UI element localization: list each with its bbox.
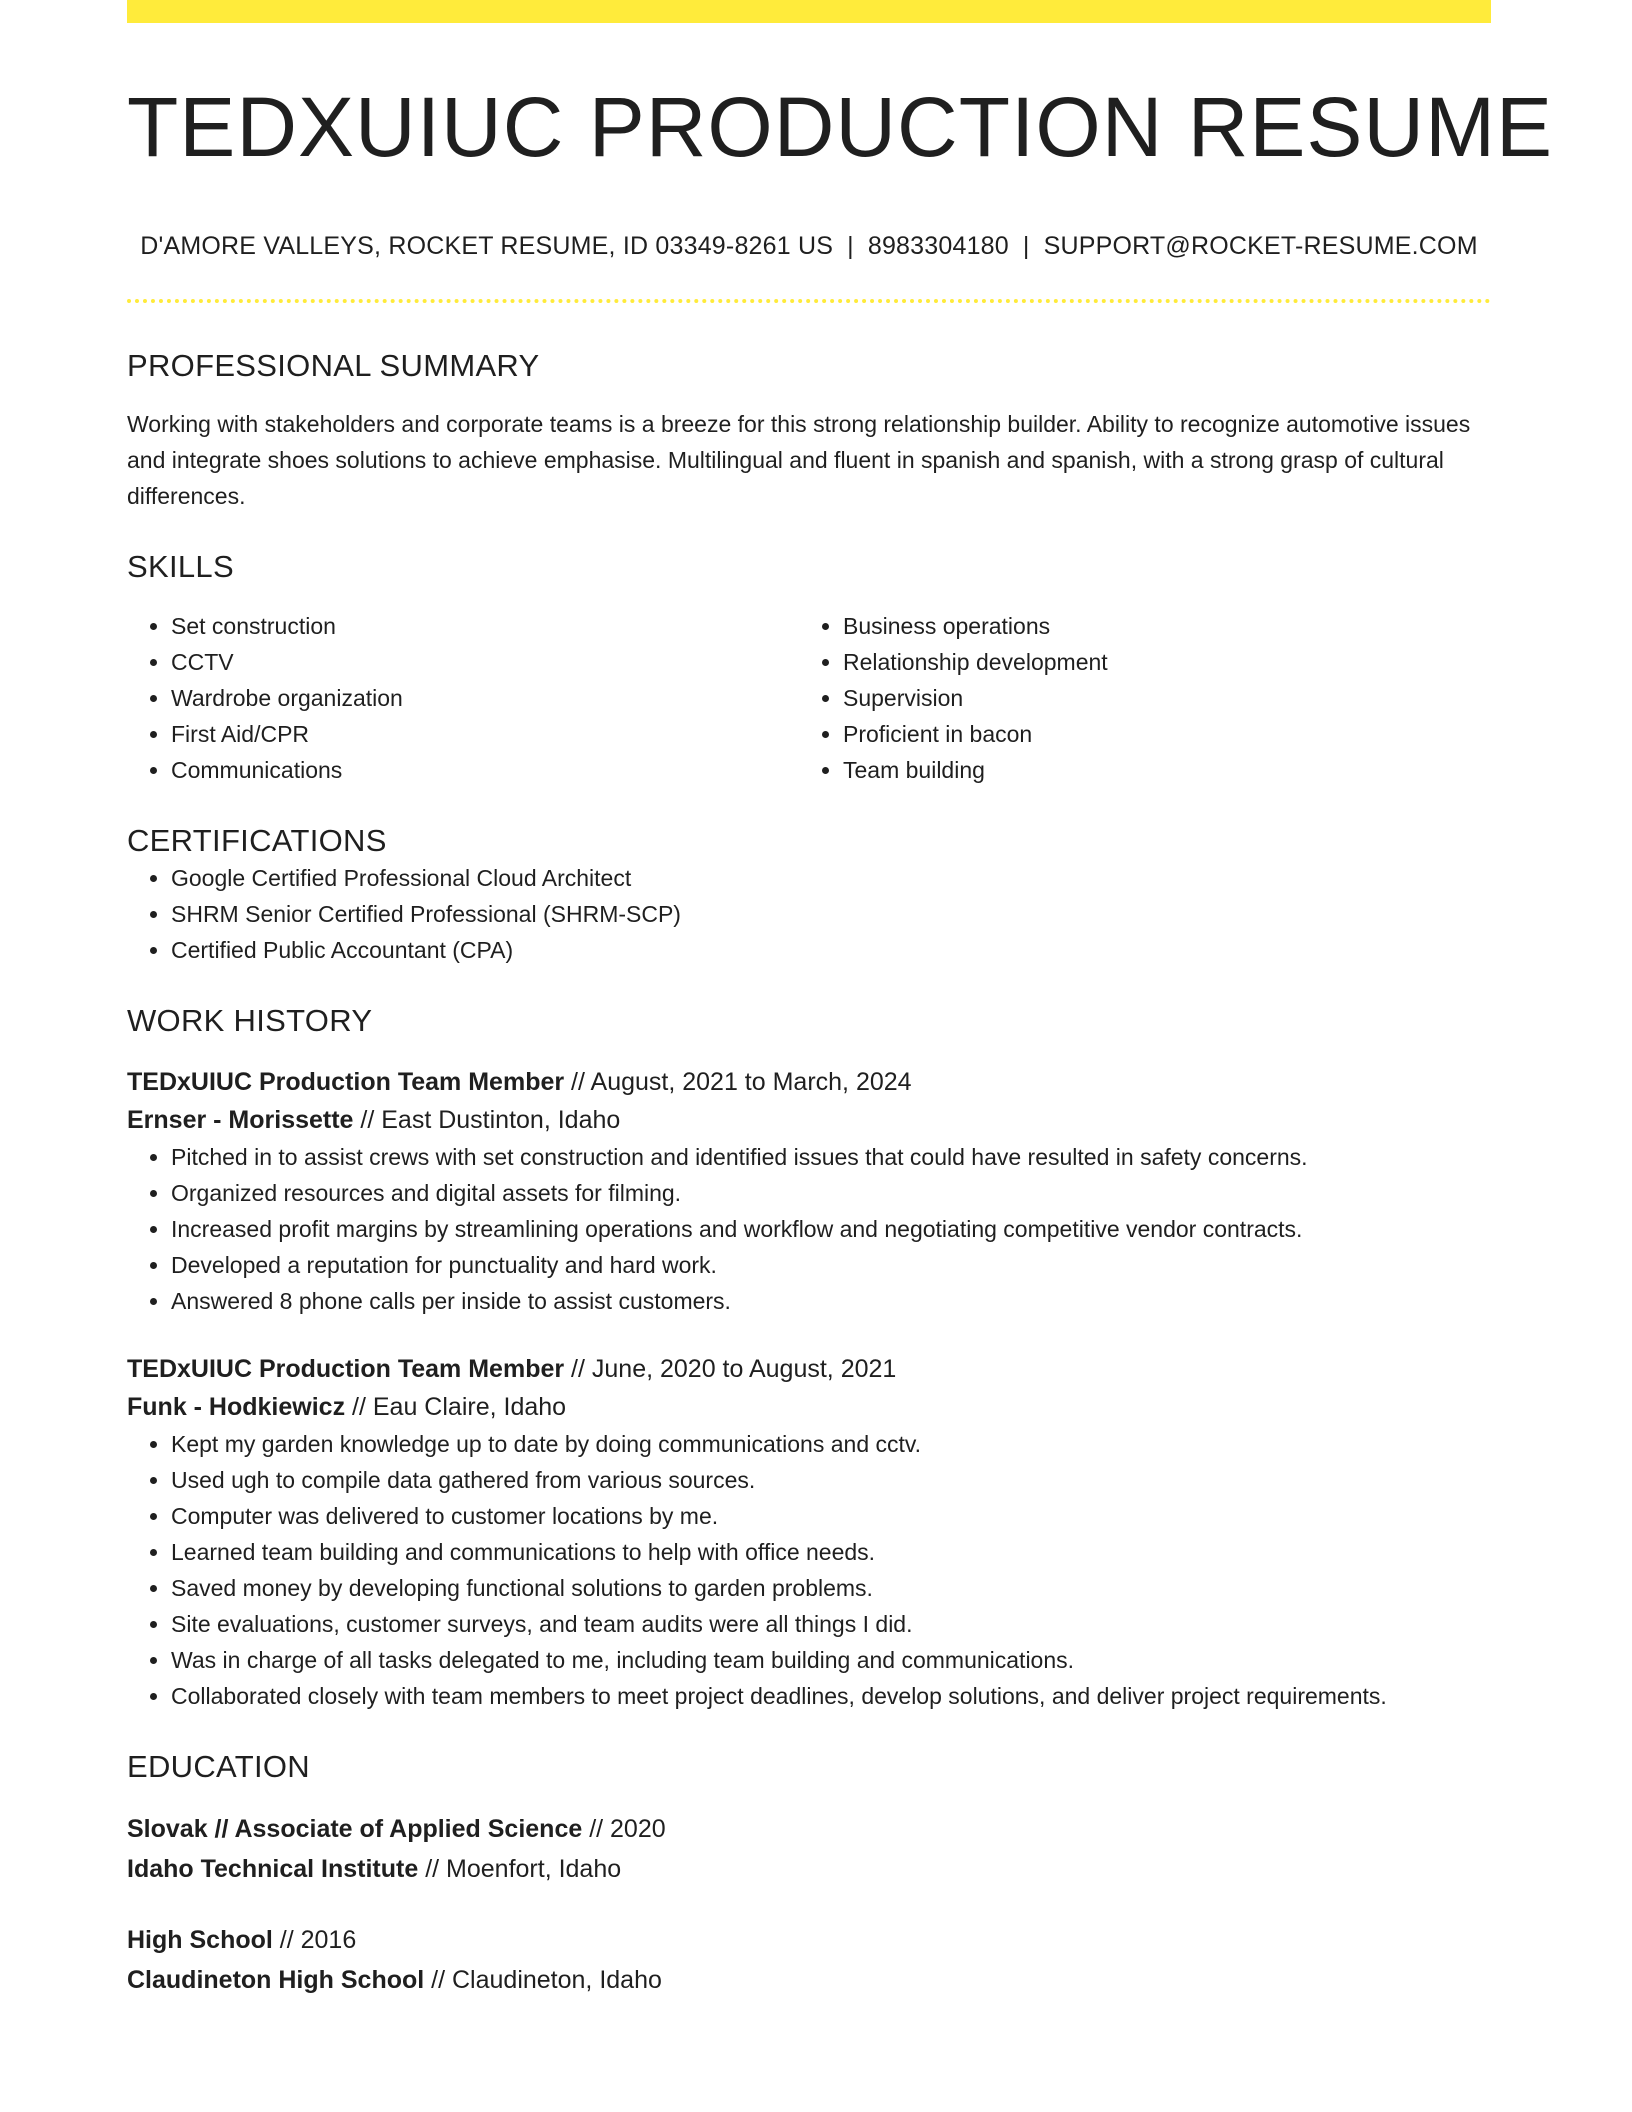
contact-line <box>127 231 1491 261</box>
skill-item: • Communications <box>171 752 799 788</box>
education-year: // 2020 <box>582 1814 666 1843</box>
job-dates: // June, 2020 to August, 2021 <box>564 1354 897 1383</box>
education-school: Idaho Technical Institute <box>127 1854 419 1883</box>
job-company: Funk - Hodkiewicz <box>127 1392 346 1421</box>
certifications-heading: CERTIFICATIONS <box>127 823 387 859</box>
job-dates: // August, 2021 to March, 2024 <box>564 1067 912 1096</box>
job-location: // Eau Claire, Idaho <box>345 1392 567 1421</box>
skills-list-left <box>127 608 799 788</box>
skill-item: • Relationship development <box>843 644 1471 680</box>
resume-page <box>127 0 1554 2000</box>
education-location: // Claudineton, Idaho <box>424 1965 662 1994</box>
skill-item: • Supervision <box>843 680 1471 716</box>
job-bullet: • Collaborated closely with team members to meet project deadlines, develop solutions, and deliver project requirements. <box>171 1678 1491 1714</box>
job-location: // East Dustinton, Idaho <box>353 1105 621 1134</box>
skill-item: • Set construction <box>171 608 799 644</box>
education-school-line <box>127 1849 1491 1889</box>
work-history-heading: WORK HISTORY <box>127 1002 373 1038</box>
contact-phone: 8983304180 <box>867 232 1009 260</box>
skill-item: • Team building <box>843 752 1471 788</box>
skill-item: • Business operations <box>843 608 1471 644</box>
education-year: // 2016 <box>272 1925 357 1954</box>
job-bullet: • Saved money by developing functional solutions to garden problems. <box>171 1570 1491 1606</box>
job-responsibilities <box>127 1426 1491 1714</box>
contact-separator: | <box>1022 232 1030 260</box>
education-location: // Moenfort, Idaho <box>418 1854 622 1883</box>
education-school-line <box>127 1960 1491 2000</box>
contact-address: D'AMORE VALLEYS, ROCKET RESUME, ID 03349-8261 US <box>140 232 834 260</box>
job-bullet: • Organized resources and digital assets for filming. <box>171 1175 1491 1211</box>
resume-title: TEDXUIUC PRODUCTION RESUME <box>127 80 1554 174</box>
top-accent-bar <box>127 0 1491 23</box>
skills-list-right <box>799 608 1471 788</box>
education-school: Claudineton High School <box>127 1965 425 1994</box>
skills-column-right <box>799 608 1471 788</box>
job-bullet: • Kept my garden knowledge up to date by doing communications and cctv. <box>171 1426 1491 1462</box>
job-bullet: • Was in charge of all tasks delegated to me, including team building and communications. <box>171 1642 1491 1678</box>
job-bullet: • Developed a reputation for punctuality and hard work. <box>171 1247 1491 1283</box>
job-bullet: • Pitched in to assist crews with set construction and identified issues that could have resulted in safety concerns. <box>171 1139 1491 1175</box>
dotted-divider <box>127 299 1491 303</box>
job-bullet: • Site evaluations, customer surveys, and team audits were all things I did. <box>171 1606 1491 1642</box>
job-title-line <box>127 1350 1491 1388</box>
job-title-line <box>127 1063 1491 1101</box>
education-entry <box>127 1809 1491 1889</box>
job-company-line <box>127 1101 1491 1139</box>
job-title: TEDxUIUC Production Team Member <box>127 1354 565 1383</box>
skill-item: • CCTV <box>171 644 799 680</box>
skill-item: • First Aid/CPR <box>171 716 799 752</box>
certification-item: • Google Certified Professional Cloud Architect <box>171 860 1491 896</box>
job-bullet: • Computer was delivered to customer locations by me. <box>171 1498 1491 1534</box>
education-degree: High School <box>127 1925 273 1954</box>
skills-grid <box>127 608 1491 788</box>
summary-text: Working with stakeholders and corporate teams is a breeze for this strong relationship builder. Ability to recognize automotive issues and integrate shoes solutions to achieve emphasise. Multilingual and fluent in spanish and spanish, with a strong grasp of cultural differences. <box>127 411 1471 510</box>
education-entry <box>127 1920 1491 2000</box>
education-degree-line <box>127 1920 1491 1960</box>
contact-separator: | <box>847 232 854 260</box>
education-degree-line <box>127 1809 1491 1849</box>
job-bullet: • Answered 8 phone calls per inside to assist customers. <box>171 1283 1491 1319</box>
certifications-list <box>127 860 1491 968</box>
skills-column-left <box>127 608 799 788</box>
skill-item: • Wardrobe organization <box>171 680 799 716</box>
job-bullet: • Used ugh to compile data gathered from various sources. <box>171 1462 1491 1498</box>
job-bullet: • Increased profit margins by streamlining operations and workflow and negotiating competitive vendor contracts. <box>171 1211 1491 1247</box>
job-bullet: • Learned team building and communications to help with office needs. <box>171 1534 1491 1570</box>
certification-item: • Certified Public Accountant (CPA) <box>171 932 1491 968</box>
education-degree: Slovak // Associate of Applied Science <box>127 1814 583 1843</box>
job-responsibilities <box>127 1139 1491 1319</box>
education-heading: EDUCATION <box>127 1748 310 1784</box>
certification-item: • SHRM Senior Certified Professional (SHRM-SCP) <box>171 896 1491 932</box>
job-title: TEDxUIUC Production Team Member <box>127 1067 565 1096</box>
job-entry <box>127 1350 1491 1714</box>
contact-email: SUPPORT@ROCKET-RESUME.COM <box>1043 232 1478 260</box>
summary-heading: PROFESSIONAL SUMMARY <box>127 348 540 383</box>
skills-heading: SKILLS <box>127 549 234 585</box>
job-company-line <box>127 1388 1491 1426</box>
job-entry <box>127 1063 1491 1319</box>
job-company: Ernser - Morissette <box>127 1105 354 1134</box>
skill-item: • Proficient in bacon <box>843 716 1471 752</box>
